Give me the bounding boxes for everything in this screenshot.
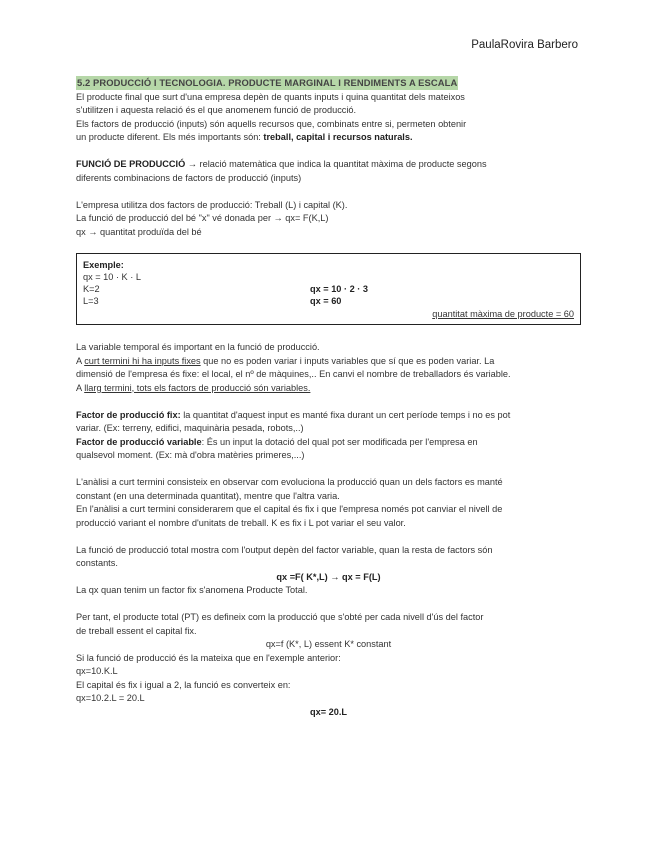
section-heading: 5.2 PRODUCCIÓ I TECNOLOGIA. PRODUCTE MARGINAL I RENDIMENTS A ESCALA — [77, 77, 458, 88]
pt-final-formula: qx= 20.L — [309, 706, 348, 717]
total-function-formula: qx =F( K*,L) → qx = F(L) — [276, 571, 381, 582]
pt-formula: qx=f (K*, L) essent K* constant — [265, 639, 392, 649]
factors-line: La funció de producció del bé "x" vé donada per → qx= F(K,L) — [76, 213, 329, 223]
pt-line: Per tant, el producte total (PT) es defineix com la producció que s'obté per cada nivell d'ús del factor — [76, 612, 484, 622]
example-note: quantitat màxima de producte = 60 — [432, 308, 574, 319]
pt-line: de treball essent el capital fix. — [76, 625, 197, 636]
fixed-factor-definition: Factor de producció fix: la quantitat d'aquest input es manté fixa durant un cert període temps i no es pot — [76, 409, 511, 420]
pt-line: qx=10.K.L — [76, 666, 118, 676]
fixed-factor-line: variar. (Ex: terreny, edifici, maquinària pesada, robots,..) — [76, 423, 304, 433]
example-k-value: K=2 — [83, 284, 100, 294]
example-title: Exemple: — [83, 260, 124, 270]
total-function-line: constants. — [76, 558, 118, 568]
example-box — [76, 253, 581, 325]
temporal-line: La variable temporal és important en la funció de producció. — [76, 342, 320, 352]
short-term-line: constant (en una determinada quantitat), mentre que l'altra varia. — [76, 490, 340, 501]
intro-line: un producte diferent. Els més importants són: treball, capital i recursos naturals. — [76, 132, 413, 142]
pt-line: qx=10.2.L = 20.L — [76, 693, 145, 703]
example-formula: qx = 10 · K · L — [83, 272, 141, 282]
temporal-line: A llarg termini, tots els factors de producció són variables. — [76, 382, 311, 393]
temporal-line: A curt termini hi ha inputs fixes que no es poden variar i inputs variables que sí que es poden variar. La — [76, 355, 495, 366]
total-function-line: La funció de producció total mostra com l'output depèn del factor variable, quan la resta de factors són — [76, 544, 493, 555]
short-term-line: En l'anàlisi a curt termini considerarem que el capital és fix i que l'empresa només pot canviar el nivell de — [76, 504, 503, 514]
production-function-line: diferents combinacions de factors de producció (inputs) — [76, 172, 302, 183]
intro-line: s'utilitzen i aquesta relació és el que anomenem funció de producció. — [76, 105, 357, 115]
example-calculation: qx = 10 · 2 · 3 — [310, 284, 368, 294]
intro-line: Els factors de producció (inputs) són aquells recursos que, combinats entre si, permeten obtenir — [76, 118, 467, 129]
short-term-line: L'anàlisi a curt termini consisteix en observar com evoluciona la producció quan un dels factors es manté — [76, 477, 503, 487]
intro-line: El producte final que surt d'una empresa depèn de quants inputs i quina quantitat dels mateixos — [76, 91, 465, 102]
pt-line: Si la funció de producció és la mateixa que en l'exemple anterior: — [76, 652, 341, 663]
variable-factor-definition: Factor de producció variable: És un input la dotació del qual pot ser modificada per l'empresa en — [76, 436, 478, 447]
document-body — [76, 76, 581, 719]
temporal-line: dimensió de l'empresa és fixe: el local, el nº de màquines,.. En canvi el nombre de treballadors és variable. — [76, 369, 511, 379]
author-name: PaulaRovira Barbero — [471, 39, 578, 51]
short-term-line: producció variant el nombre d'unitats de treball. K es fix i L pot variar el seu valor. — [76, 517, 406, 528]
production-function-definition: FUNCIÓ DE PRODUCCIÓ → relació matemàtica que indica la quantitat màxima de producte segons — [76, 159, 487, 169]
pt-line: El capital és fix i igual a 2, la funció es converteix en: — [76, 679, 291, 690]
variable-factor-line: qualsevol moment. (Ex: mà d'obra matèries primeres,...) — [76, 450, 305, 460]
factors-line: qx → quantitat produïda del bé — [76, 226, 202, 237]
example-result: qx = 60 — [310, 296, 342, 306]
factors-line: L'empresa utilitza dos factors de producció: Treball (L) i capital (K). — [76, 199, 348, 210]
example-l-value: L=3 — [83, 296, 99, 306]
total-product-line: La qx quan tenim un factor fix s'anomena Producte Total. — [76, 585, 308, 595]
